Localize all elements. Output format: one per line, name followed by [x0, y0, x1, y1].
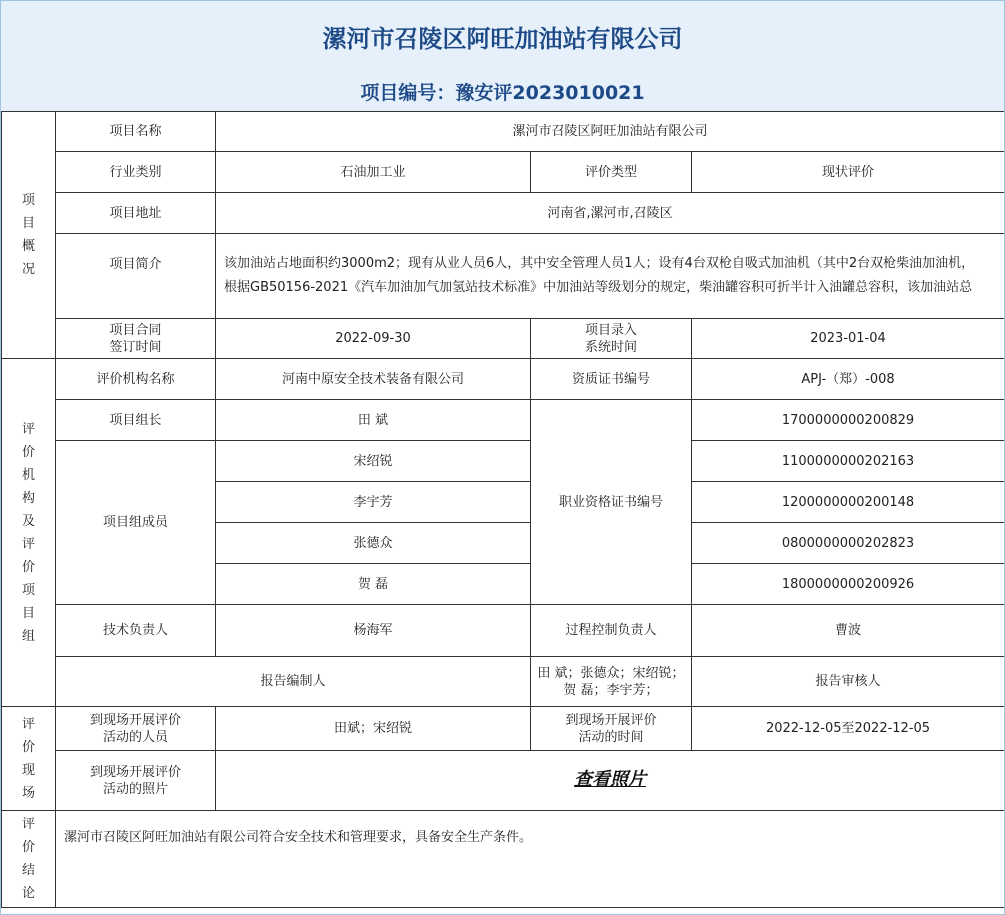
- qual-number: 1100000000202163: [692, 441, 1005, 482]
- site-time: 2022-12-05至2022-12-05: [692, 707, 1005, 751]
- section-overview: 项目概况: [2, 112, 56, 359]
- report-authors: 田 斌；张德众；宋绍锐；贺 磊；李宇芳；: [531, 657, 692, 707]
- member-name: 宋绍锐: [216, 441, 531, 482]
- eval-type-value: 现状评价: [692, 152, 1005, 193]
- section-org: 评价机构及评价项目组: [2, 359, 56, 707]
- leader-name: 田 斌: [216, 400, 531, 441]
- qual-label: 职业资格证书编号: [531, 400, 692, 605]
- org-name-label: 评价机构名称: [56, 359, 216, 400]
- project-number-label: 项目编号：: [360, 82, 456, 104]
- qual-number: 1700000000200829: [692, 400, 1005, 441]
- site-people-label: 到现场开展评价 活动的人员: [56, 707, 216, 751]
- report-reviewer-label: 报告审核人: [692, 657, 1005, 707]
- tech-lead-label: 技术负责人: [56, 605, 216, 657]
- company-title: 漯河市召陵区阿旺加油站有限公司: [322, 25, 683, 53]
- view-photos-link[interactable]: 查看照片: [574, 769, 647, 790]
- entry-date-label: 项目录入 系统时间: [531, 319, 692, 359]
- info-table: [1, 111, 1005, 908]
- qual-number: 1200000000200148: [692, 482, 1005, 523]
- process-lead-label: 过程控制负责人: [531, 605, 692, 657]
- section-conclusion: 评价结论: [2, 811, 56, 908]
- industry-label: 行业类别: [56, 152, 216, 193]
- header: [1, 1, 1004, 112]
- address-value: 河南省,漯河市,召陵区: [216, 193, 1005, 234]
- members-label: 项目组成员: [56, 441, 216, 605]
- report-author-label: 报告编制人: [56, 657, 531, 707]
- brief-label: 项目简介: [56, 234, 216, 319]
- brief-text: [216, 234, 1005, 319]
- qual-number: 1800000000200926: [692, 564, 1005, 605]
- leader-label: 项目组长: [56, 400, 216, 441]
- address-label: 项目地址: [56, 193, 216, 234]
- brief-line-1: 该加油站占地面积约3000m2；现有从业人员6人，其中安全管理人员1人；设有4台双枪自吸式加油机（其中2台双枪柴油加油机，: [224, 256, 975, 271]
- project-name-label: 项目名称: [56, 112, 216, 152]
- member-name: 贺 磊: [216, 564, 531, 605]
- site-photo-label: 到现场开展评价 活动的照片: [56, 751, 216, 811]
- eval-type-label: 评价类型: [531, 152, 692, 193]
- member-name: 李宇芳: [216, 482, 531, 523]
- project-name: 漯河市召陵区阿旺加油站有限公司: [216, 112, 1005, 152]
- site-photo-cell: [216, 751, 1005, 811]
- industry-value: 石油加工业: [216, 152, 531, 193]
- process-lead: 曹波: [692, 605, 1005, 657]
- tech-lead: 杨海军: [216, 605, 531, 657]
- section-site: 评价现场: [2, 707, 56, 811]
- cert-number: APJ-（郑）-008: [692, 359, 1005, 400]
- site-time-label: 到现场开展评价 活动的时间: [531, 707, 692, 751]
- org-name: 河南中原安全技术装备有限公司: [216, 359, 531, 400]
- qual-number: 0800000000202823: [692, 523, 1005, 564]
- contract-date: 2022-09-30: [216, 319, 531, 359]
- member-name: 张德众: [216, 523, 531, 564]
- cert-label: 资质证书编号: [531, 359, 692, 400]
- entry-date: 2023-01-04: [692, 319, 1005, 359]
- brief-line-2: 根据GB50156-2021《汽车加油加气加氢站技术标准》中加油站等级划分的规定，柴油罐容积可折半计入油罐总容积，该加油站总: [224, 280, 973, 295]
- contract-date-label: 项目合同 签订时间: [56, 319, 216, 359]
- project-number-value: 豫安评2023010021: [455, 82, 645, 104]
- site-people: 田斌；宋绍锐: [216, 707, 531, 751]
- project-number: [1, 78, 1004, 105]
- conclusion-text: 漯河市召陵区阿旺加油站有限公司符合安全技术和管理要求，具备安全生产条件。: [56, 811, 1005, 908]
